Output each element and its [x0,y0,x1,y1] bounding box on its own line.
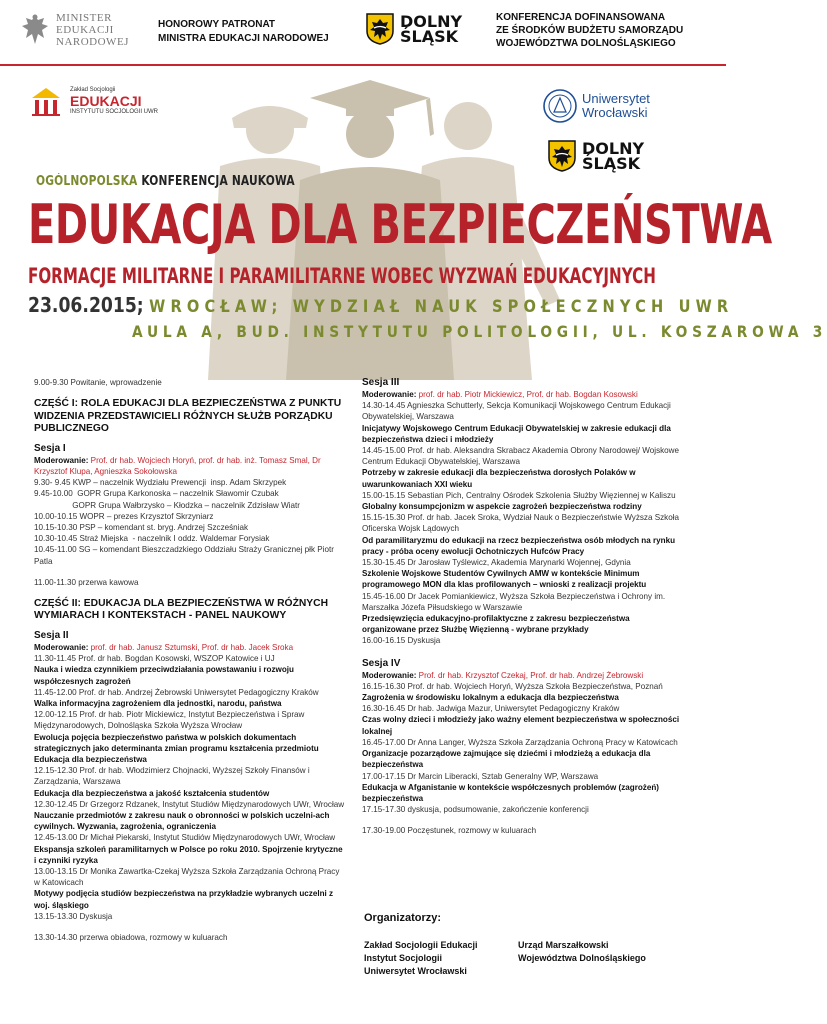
organizer-line: Województwa Dolnośląskiego [518,953,646,963]
program-item: 16.15-16.30 Prof. dr hab. Wojciech Horyń, Wyższa Szkoła Bezpieczeństwa, Poznań [362,681,663,691]
program-item: 9.30- 9.45 KWP – naczelnik Wydziału Prewencji insp. Adam Skrzypek [34,478,287,488]
moderators-names: prof. dr hab. Janusz Sztumski, Prof. dr hab. Jacek Sroka [90,642,294,652]
wordmark-line: ŚLĄSK [400,27,459,46]
program-item: 10.15-10.30 PSP – komendant st. bryg. Andrzej Szcześniak [34,522,249,532]
program-item: 15.45-16.00 Dr Jacek Pomiankiewicz, Wyższa Szkoła Bezpieczeństwa i Ochrony im. Marszałka Józefa Piłsudskiego w Warszawie [362,591,666,612]
wordmark-line: DOLNY [400,12,463,31]
eagle-shield-icon [548,140,576,172]
program-item: 13.15-13.30 Dyskusja [34,911,113,921]
session-items [34,653,346,922]
program-item: 16.00-16.15 Dyskusja [362,636,441,646]
program-item: Motywy podjęcia studiów bezpieczeństwa na przykładzie wybranych uczelni z woj. śląskiego [34,889,334,910]
event-date: 23.06.2015; [28,293,144,317]
zse-big-text: EDUKACJI [70,92,142,109]
part-heading: CZĘŚĆ I: ROLA EDUKACJI DLA BEZPIECZEŃSTWA Z PUNKTU WIDZENIA PRZEDSTAWICIELI RÓŻNYCH SŁUŻB PORZĄDKU PUBLICZNEGO [34,398,342,435]
minister-line: NARODOWEJ [56,36,129,48]
kicker-olive: OGÓLNOPOLSKA [36,174,138,189]
cofinancing-line: ZE ŚRODKÓW BUDŻETU SAMORZĄDU [496,25,684,36]
uwr-logo [542,88,650,124]
zse-small-text: Zakład Socjologii [70,86,116,93]
organizer-line: Zakład Socjologii Edukacji [364,940,478,950]
wordmark-line: DOLNY [582,139,645,158]
cofinancing-line: KONFERENCJA DOFINANSOWANA [496,12,666,23]
minister-line: EDUKACJI [56,24,114,36]
date-location [28,293,733,319]
organizers-heading: Organizatorzy: [364,912,442,924]
program-item: 9.45-10.00 GOPR Grupa Karkonoska – naczelnik Sławomir Czubak [34,489,279,499]
dolny-slask-logo [366,13,462,45]
moderators-label: Moderowanie: [34,455,89,465]
building-icon [26,84,66,118]
moderators-names: Prof. dr hab. Wojciech Horyń, prof. dr hab. inż. Tomasz Smal, Dr Krzysztof Klupa, Agnieszka Sokołowska [34,455,321,476]
eagle-shield-icon [366,13,394,45]
dolny-slask-wordmark [400,14,462,44]
uwr-wordmark [582,92,650,120]
program-item: 11.30-11.45 Prof. dr hab. Bogdan Kosowski, WSZOP Katowice i UJ [34,654,275,664]
program-item: 17.00-17.15 Dr Marcin Liberacki, Sztab Generalny WP, Warszawa [362,771,599,781]
program-item: Walka informacyjna zagrożeniem dla jednostki, narodu, państwa [34,698,282,708]
session-title: Sesja IV [362,657,401,669]
program-item: 11.00-11.30 przerwa kawowa [34,577,139,587]
program-left-column [34,377,346,943]
minister-logo [20,12,129,48]
program-item: Nauka i wiedza czynnikiem przeciwdziałania powstawaniu i rozwoju współczesnych zagrożeń [34,665,294,686]
program-item: 16.30-16.45 Dr hab. Jadwiga Mazur, Uniwersytet Pedagogiczny Kraków [362,704,620,714]
program-item: Szkolenie Wojskowe Studentów Cywilnych AMW w kontekście Minimum programowego MON dla klas profilowanych – wnioski z realizacji projektu [362,569,647,590]
cofinancing-note [496,11,683,50]
program-item: Organizacje pozarządowe zajmujące się dziećmi i młodzieżą a edukacja dla bezpieczeństwa [362,749,651,770]
program-item: Nauczanie przedmiotów z zakresu nauk o obronności w polskich uczelni-ach cywilnych. Wyzwania, zagrożenia, ograniczenia [34,810,330,832]
header-band [0,0,726,62]
program-item: 10.45-11.00 SG – komendant Bieszczadzkiego Oddziału Straży Granicznej płk Piotr Patla [34,545,337,566]
kicker-dark: KONFERENCJA NAUKOWA [141,174,295,189]
program-item: 17.15-17.30 dyskusja, podsumowanie, zakończenie konferencji [362,805,589,815]
moderators-label: Moderowanie: [362,390,417,399]
program-item: 10.00-10.15 WOPR – prezes Krzysztof Skrzyniarz [34,511,214,521]
organizer-line: Urząd Marszałkowski [518,940,609,950]
cofinancing-line: WOJEWÓDZTWA DOLNOŚLĄSKIEGO [496,38,676,49]
dolny-slask-wordmark [582,141,644,171]
event-venue: AULA A, BUD. INSTYTUTU POLITOLOGII, UL. KOSZAROWA 3 [132,322,827,341]
dolny-slask-logo-secondary [548,140,644,172]
program-item: 14.45-15.00 Prof. dr hab. Aleksandra Skrabacz Akademia Obrony Narodowej/ Wojskowe Centrum Edukacji Obywatelskiej, Warszawa [362,446,680,467]
moderators-label: Moderowanie: [34,642,89,652]
program-item: 12.00-12.15 Prof. dr hab. Piotr Mickiewicz, Instytut Bezpieczeństwa i Spraw Międzynarodowych, Dolnośląska Szkoła Wyższa Wrocław [34,710,305,731]
minister-line: MINISTER [56,12,112,24]
program-item: 10.30-10.45 Straż Miejska - naczelnik I oddz. Waldemar Forysiak [34,534,270,544]
moderators-names: Prof. dr hab. Krzysztof Czekaj, Prof. dr hab. Andrzej Żebrowski [418,670,644,680]
session-title: Sesja III [362,377,400,388]
session-title: Sesja II [34,629,69,641]
program-right-column [362,376,682,837]
program-item: 14.30-14.45 Agnieszka Schutterly, Sekcja Komunikacji Wojskowego Centrum Edukacji Obywatelskiej, Warszawa [362,401,671,422]
program-item: 12.30-12.45 Dr Grzegorz Rdzanek, Instytut Studiów Międzynarodowych UWr, Wrocław [34,799,345,809]
program-item: Od paramilitaryzmu do edukacji na rzecz bezpieczeństwa osób młodych na rynku pracy - próba oceny ewolucji Ochotniczych Hufców Pracy [362,535,676,556]
program-item: 9.00-9.30 Powitanie, wprowadzenie [34,378,162,387]
uwr-line: Wrocławski [582,105,648,120]
program-item: 13.00-13.15 Dr Monika Zawartka-Czekaj Wyższa Szkoła Zarządzania Ochroną Pracy w Katowicach [34,867,340,888]
program-item: 15.00-15.15 Sebastian Pich, Centralny Ośrodek Szkolenia Służby Więziennej w Kaliszu [362,490,676,500]
page-title: EDUKACJA DLA BEZPIECZEŃSTWA [28,193,772,256]
honorary-patronage [158,18,329,46]
eagle-emblem-icon [20,12,50,48]
program-item: Ewolucja pojęcia bezpieczeństwo państwa w polskich dokumentach strategicznych jako determinanta zmian programu kształcenia przedmiotu Edukacja dla bezpieczeństwa [34,732,319,764]
session-moderators [362,670,682,681]
moderators-names: prof. dr hab. Piotr Mickiewicz, Prof. dr hab. Bogdan Kosowski [418,390,638,399]
program-item: 11.45-12.00 Prof. dr hab. Andrzej Żebrowski Uniwersytet Pedagogiczny Kraków [34,687,319,697]
university-seal-icon [542,88,578,124]
session-items [362,400,682,646]
session-items [34,477,346,567]
page-subtitle: FORMACJE MILITARNE I PARAMILITARNE WOBEC WYZWAŃ EDUKACYJNYCH [28,264,656,288]
session-items [362,681,682,815]
program-item: Czas wolny dzieci i młodzieży jako ważny element bezpieczeństwa w społeczności lokalnej [362,715,680,736]
organizer-line: Uniwersytet Wrocławski [364,966,467,976]
moderators-label: Moderowanie: [362,670,417,680]
program-item: 15.30-15.45 Dr Jarosław Tyślewicz, Akademia Marynarki Wojennej, Gdynia [362,558,631,568]
program-item: Ekspansja szkoleń paramilitarnych w Polsce po roku 2010. Spojrzenie krytyczne i czynniki ryzyka [34,844,343,865]
program-item: Inicjatywy Wojskowego Centrum Edukacji Obywatelskiej w zakresie edukacji dla bezpieczeństwa dzieci i młodzieży [362,423,671,444]
zse-sub-text: INSTYTUTU SOCJOLOGII UWR [70,108,159,115]
conference-kicker [36,174,295,189]
patronage-line: MINISTRA EDUKACJI NARODOWEJ [158,33,329,44]
program-item: 13.30-14.30 przerwa obiadowa, rozmowy w kuluarach [34,933,228,943]
program-item: 12.45-13.00 Dr Michał Piekarski, Instytut Studiów Międzynarodowych UWr, Wrocław [34,833,336,843]
organizers-left [364,939,478,978]
program-item: 12.15-12.30 Prof. dr hab. Włodzimierz Chojnacki, Wyższej Szkoły Finansów i Zarządzania, Warszawa [34,766,310,787]
minister-text [56,12,129,48]
part-heading: CZĘŚĆ II: EDUKACJA DLA BEZPIECZEŃSTWA W RÓŻNYCH WYMIARACH I KONTEKSTACH - PANEL NAUKOWY [34,597,329,622]
program-item: Zagrożenia w środowisku lokalnym a edukacja dla bezpieczeństwa [362,693,619,703]
program-item: Edukacja w Afganistanie w kontekście współczesnych problemów (zagrożeń) bezpieczeństwa [362,782,659,803]
organizer-line: Instytut Socjologii [364,953,442,963]
event-place: WROCŁAW; WYDZIAŁ NAUK SPOŁECZNYCH UWR [149,297,734,317]
zse-logo [26,84,158,118]
session-title: Sesja I [34,442,66,454]
program-item: 17.30-19.00 Poczęstunek, rozmowy w kuluarach [362,826,537,836]
wordmark-line: ŚLĄSK [582,154,641,173]
program-item: Edukacja dla bezpieczeństwa a jakość kształcenia studentów [34,788,270,798]
program-item: 15.15-15.30 Prof. dr hab. Jacek Sroka, Wydział Nauk o Bezpieczeństwie Wyższa Szkoła Oficerska Wojsk Lądowych [362,513,680,534]
program-item: Potrzeby w zakresie edukacji dla bezpieczeństwa dorosłych Polaków w uwarunkowaniach XXI wieku [362,468,636,489]
program-item: GOPR Grupa Wałbrzysko – Kłodzka – naczelnik Zdzisław Wiatr [34,500,300,510]
organizers-right [518,939,646,965]
session-moderators [362,389,682,400]
uwr-line: Uniwersytet [582,91,650,106]
program-item: 16.45-17.00 Dr Anna Langer, Wyższa Szkoła Zarządzania Ochroną Pracy w Katowicach [362,737,678,747]
session-moderators [34,455,346,477]
zse-wordmark [70,87,158,116]
patronage-line: HONOROWY PATRONAT [158,19,276,30]
header-divider [0,64,726,66]
session-moderators [34,642,346,653]
program-item: Globalny konsumpcjonizm w aspekcie zagrożeń bezpieczeństwa rodziny [362,502,642,512]
program-item: Przedsięwzięcia edukacyjno-profilaktyczne z zakresu bezpieczeństwa organizowane przez Służbę Więzienną - wybrane przykłady [362,614,630,635]
